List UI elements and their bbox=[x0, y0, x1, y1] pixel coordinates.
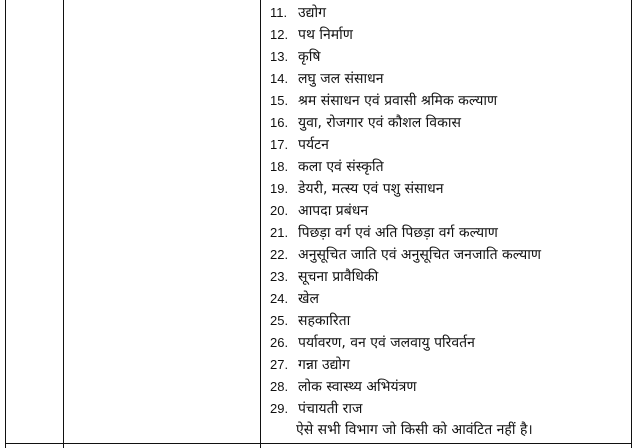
item-number: 20. bbox=[270, 203, 289, 218]
item-number: 13. bbox=[270, 49, 289, 64]
list-item bbox=[270, 332, 475, 354]
item-label: सहकारिता bbox=[298, 313, 351, 329]
item-number: 16. bbox=[270, 115, 289, 130]
closing-note: ऐसे सभी विभाग जो किसी को आवंटित नहीं है। bbox=[296, 422, 533, 438]
list-item bbox=[270, 90, 497, 112]
item-label: लोक स्वास्थ्य अभियंत्रण bbox=[298, 379, 417, 395]
item-label: पंचायती राज bbox=[298, 401, 363, 417]
item-label: कृषि bbox=[298, 49, 321, 65]
list-item bbox=[270, 2, 326, 24]
item-number: 25. bbox=[270, 313, 289, 328]
item-number: 23. bbox=[270, 269, 289, 284]
list-item bbox=[270, 398, 362, 420]
item-number: 22. bbox=[270, 247, 289, 262]
list-item bbox=[270, 288, 319, 310]
list-item bbox=[270, 310, 350, 332]
item-number: 24. bbox=[270, 291, 289, 306]
item-number: 11. bbox=[270, 5, 288, 20]
item-number: 12. bbox=[270, 27, 289, 42]
item-label: पथ निर्माण bbox=[298, 27, 353, 43]
list-item bbox=[270, 244, 541, 266]
item-label: खेल bbox=[298, 291, 319, 307]
item-label: युवा, रोजगार एवं कौशल विकास bbox=[298, 115, 461, 131]
list-item bbox=[270, 24, 353, 46]
list-item bbox=[270, 134, 329, 156]
item-label: पर्यावरण, वन एवं जलवायु परिवर्तन bbox=[298, 335, 475, 351]
item-number: 29. bbox=[270, 401, 289, 416]
item-label: गन्ना उद्योग bbox=[298, 357, 350, 373]
item-label: अनुसूचित जाति एवं अनुसूचित जनजाति कल्याण bbox=[298, 247, 542, 263]
list-item bbox=[270, 112, 461, 134]
item-label: कला एवं संस्कृति bbox=[298, 159, 384, 175]
item-number: 14. bbox=[270, 71, 289, 86]
list-item bbox=[270, 200, 368, 222]
item-number: 26. bbox=[270, 335, 289, 350]
item-number: 28. bbox=[270, 379, 289, 394]
item-number: 21. bbox=[270, 225, 289, 240]
item-label: पिछड़ा वर्ग एवं अति पिछड़ा वर्ग कल्याण bbox=[298, 225, 498, 241]
item-number: 17. bbox=[270, 137, 289, 152]
list-item bbox=[270, 46, 320, 68]
item-number: 15. bbox=[270, 93, 289, 108]
item-number: 18. bbox=[270, 159, 289, 174]
item-number: 27. bbox=[270, 357, 289, 372]
list-item bbox=[270, 156, 384, 178]
item-label: आपदा प्रबंधन bbox=[298, 203, 369, 219]
list-item bbox=[270, 68, 383, 90]
list-item bbox=[270, 266, 378, 288]
list-item bbox=[270, 178, 444, 200]
item-label: सूचना प्रावैधिकी bbox=[298, 269, 379, 285]
item-label: पर्यटन bbox=[298, 137, 329, 153]
item-label: श्रम संसाधन एवं प्रवासी श्रमिक कल्याण bbox=[298, 93, 498, 109]
list-item bbox=[270, 354, 350, 376]
list-item bbox=[270, 376, 416, 398]
item-number: 19. bbox=[270, 181, 289, 196]
item-label: डेयरी, मत्स्य एवं पशु संसाधन bbox=[298, 181, 444, 197]
item-label: उद्योग bbox=[298, 5, 326, 21]
list-item bbox=[270, 222, 498, 244]
item-label: लघु जल संसाधन bbox=[298, 71, 384, 87]
